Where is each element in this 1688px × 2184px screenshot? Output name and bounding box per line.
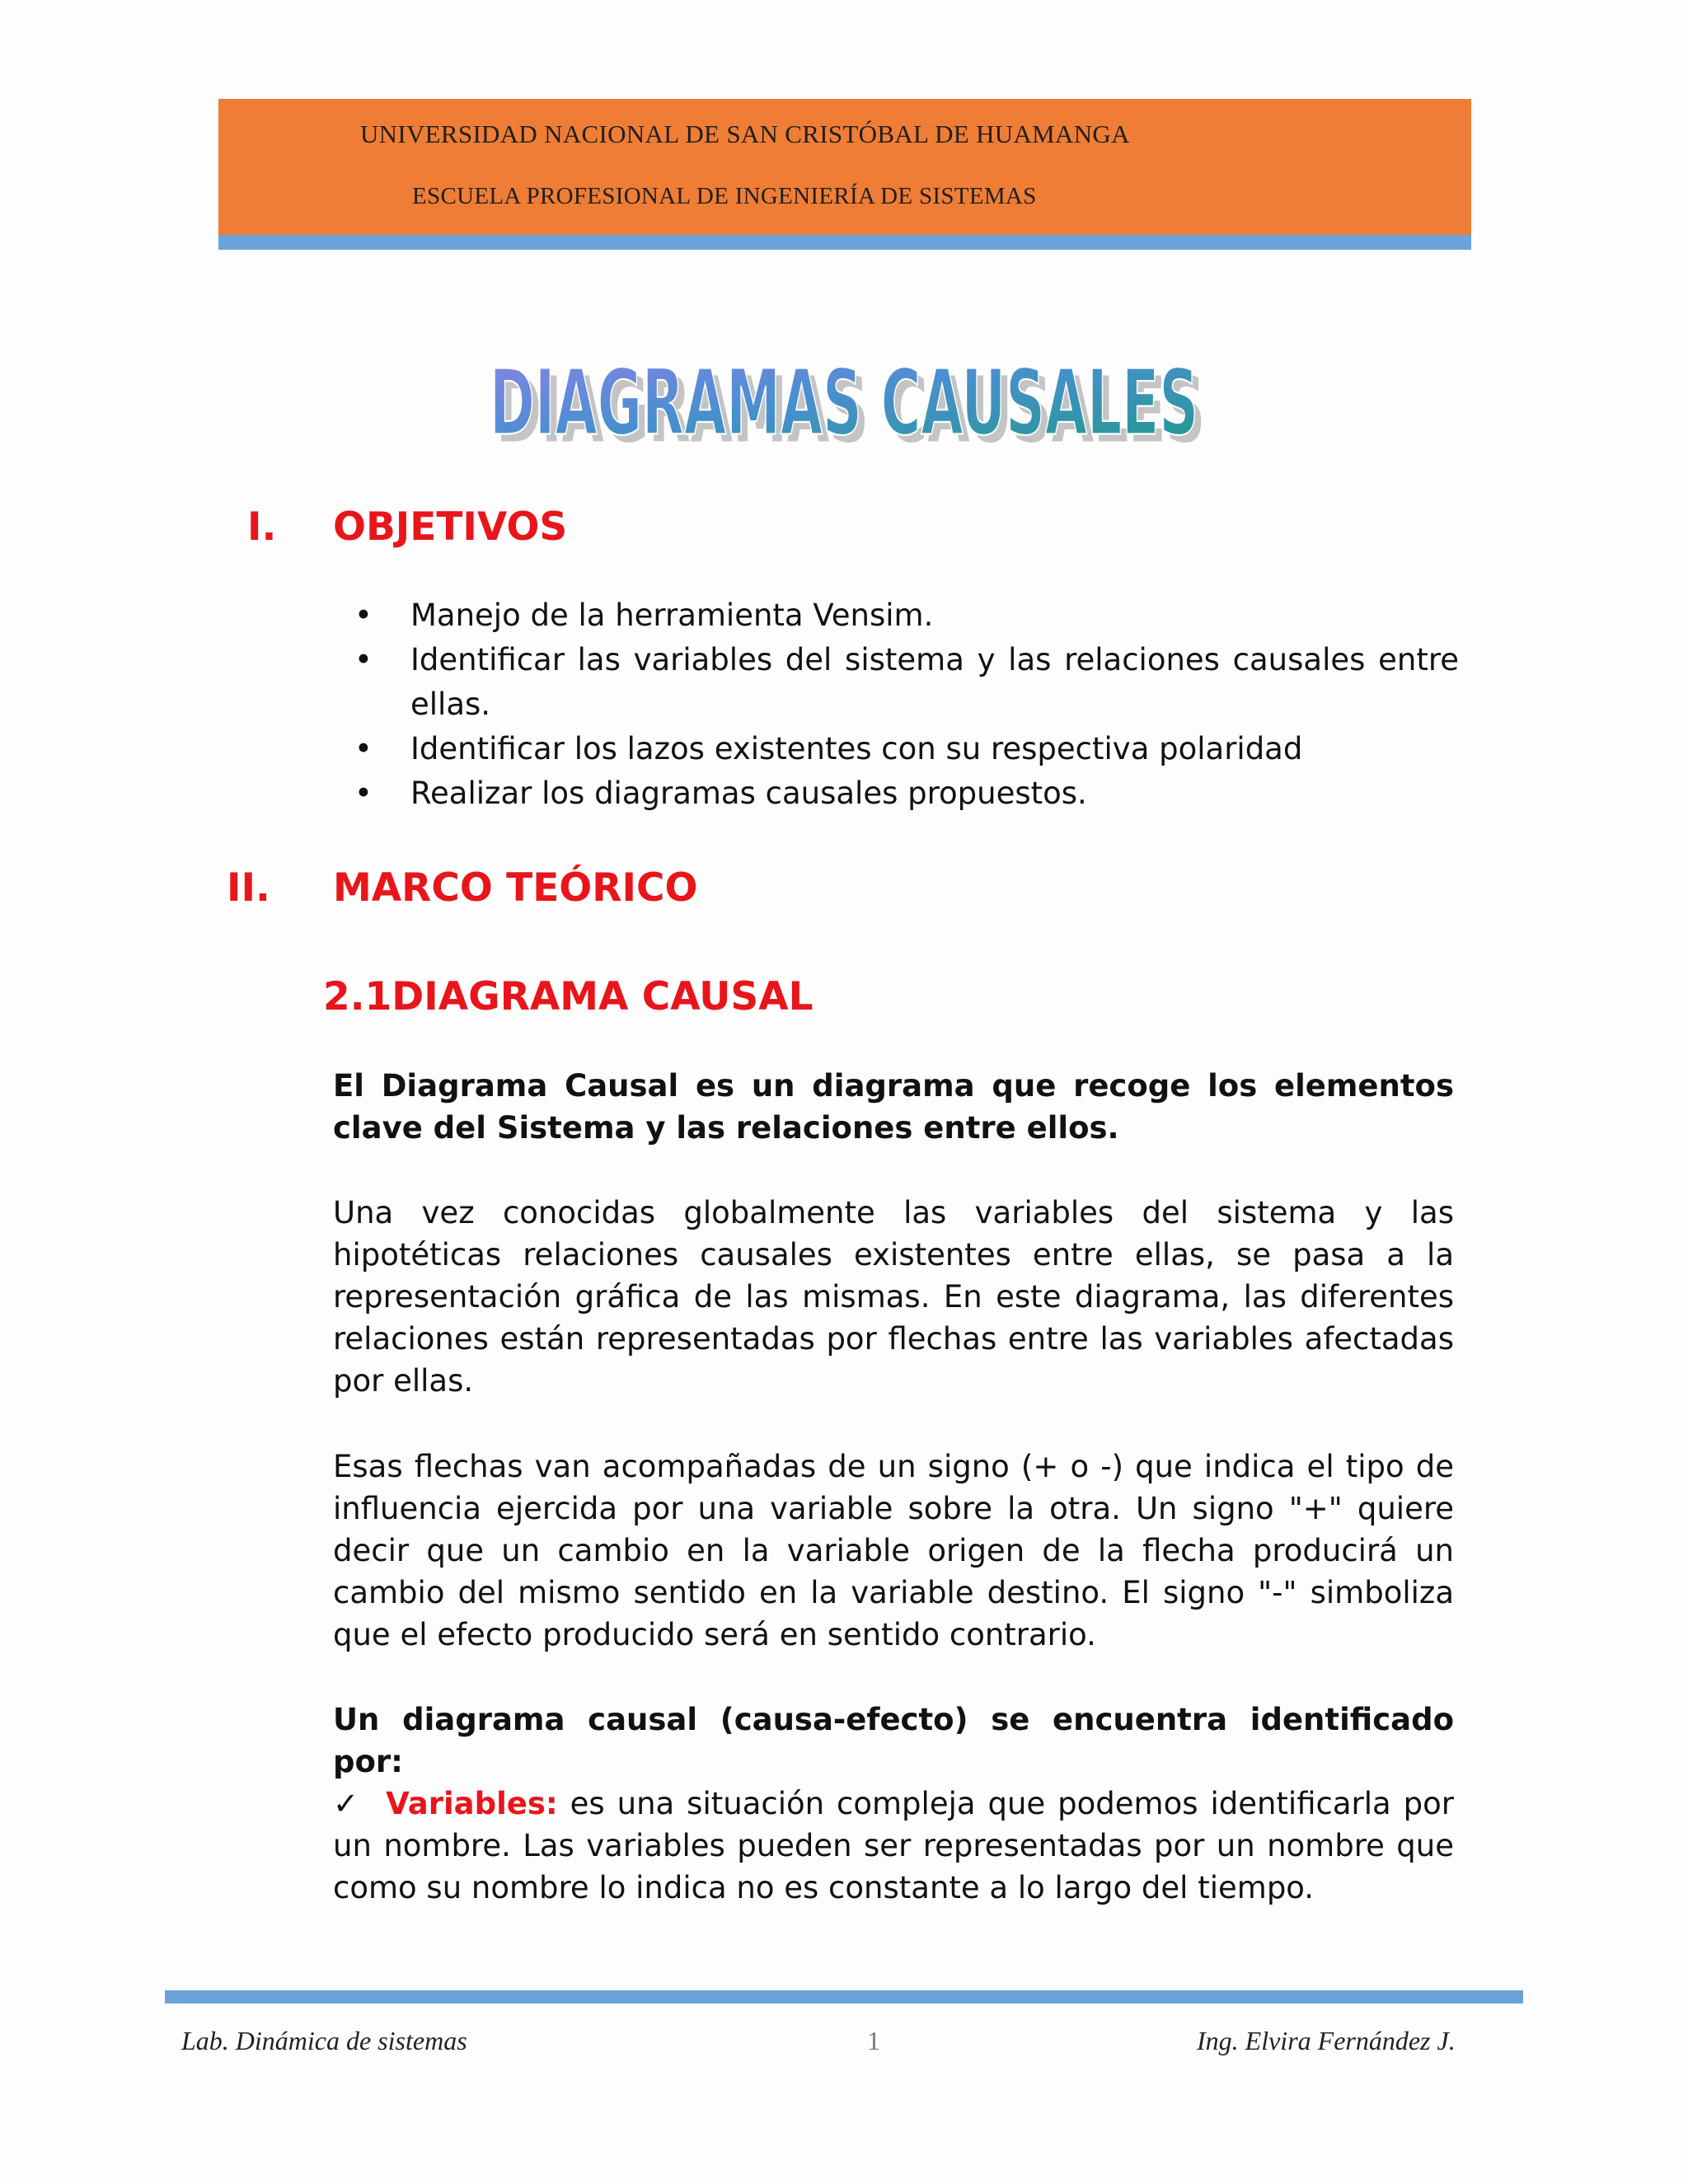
- paragraph-2: Esas flechas van acompañadas de un signo (+ o -) que indica el tipo de influencia ejercida por una variable sobre la otra. Un signo "+" quiere decir que un cambio en la variable origen de la flecha producirá un cambio del mismo sentido en la variable destino. El signo "-" simboliza que el efecto producido será en sentido contrario.: [333, 1449, 1454, 1652]
- subsection-title: 2.1DIAGRAMA CAUSAL: [323, 974, 814, 1019]
- footer-strip: [165, 1990, 1523, 2004]
- list-item: • Manejo de la herramienta Vensim.: [354, 593, 1459, 638]
- list-item: • Identificar las variables del sistema y las relaciones causales entre ellas.: [354, 638, 1459, 727]
- section1-title: OBJETIVOS: [333, 504, 568, 550]
- page-number: 1: [867, 2026, 880, 2055]
- university-name: UNIVERSIDAD NACIONAL DE SAN CRISTÓBAL DE HUAMANGA: [360, 120, 1130, 148]
- school-name: ESCUELA PROFESIONAL DE INGENIERÍA DE SISTEMAS: [412, 183, 1037, 209]
- footer-left: Lab. Dinámica de sistemas: [181, 2026, 467, 2055]
- objectives-list: [354, 593, 1459, 816]
- section2-number: II.: [227, 865, 270, 911]
- definition-paragraph: El Diagrama Causal es un diagrama que recoge los elementos clave del Sistema y las relaciones entre ellos.: [333, 1068, 1454, 1146]
- bullet-icon: •: [354, 731, 373, 766]
- section1-number: I.: [247, 504, 277, 550]
- header-strip: [218, 235, 1471, 250]
- variables-description: es una situación compleja que podemos identificarla por un nombre. Las variables pueden ser representadas por un nombre que como su nombre lo indica no es constante a lo largo del tiempo.: [333, 1786, 1454, 1905]
- wordart-title: [478, 330, 1220, 470]
- identified-by-heading: Un diagrama causal (causa-efecto) se encuentra identificado por:: [333, 1702, 1454, 1779]
- variables-label: Variables:: [386, 1786, 558, 1821]
- section2-title: MARCO TEÓRICO: [333, 865, 698, 911]
- list-item: • Identificar los lazos existentes con su respectiva polaridad: [354, 727, 1459, 771]
- checkmark-icon: ✓: [333, 1786, 387, 1821]
- paragraph-1: Una vez conocidas globalmente las variables del sistema y las hipotéticas relaciones causales existentes entre ellas, se pasa a la representación gráfica de las mismas. En este diagrama, las diferentes relaciones están representadas por flechas entre las variables afectadas por ellas.: [333, 1195, 1454, 1399]
- footer-right: Ing. Elvira Fernández J.: [1197, 2026, 1456, 2055]
- variables-item: [333, 1783, 1454, 1909]
- wordart-shadow: DIAGRAMAS CAUSALES: [496, 356, 1205, 463]
- wordart-text: DIAGRAMAS CAUSALES: [490, 349, 1198, 456]
- bullet-icon: •: [354, 598, 373, 633]
- bullet-icon: •: [354, 776, 373, 811]
- list-item: • Realizar los diagramas causales propuestos.: [354, 771, 1459, 816]
- bullet-icon: •: [354, 642, 373, 677]
